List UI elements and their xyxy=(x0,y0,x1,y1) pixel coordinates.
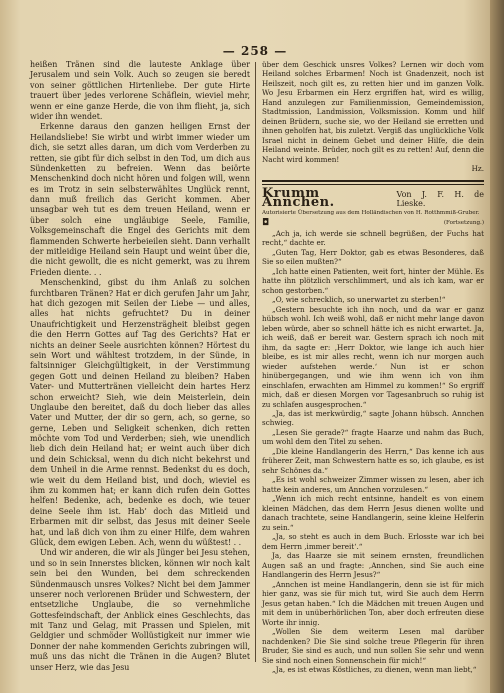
story-paragraph: „Ja, das ist merkwürdig,“ sagte Johann hübsch. Annchen schwieg. xyxy=(262,408,484,428)
story-heading xyxy=(262,185,484,211)
square-icon: ◘ xyxy=(262,217,270,228)
story-continuation-row xyxy=(262,219,484,227)
story-paragraph: „Ja, es ist etwas Köstliches, zu dienen, wenn man liebt,“ xyxy=(272,665,477,675)
left-paragraph: Erkenne daraus den ganzen heiligen Ernst der Heilandsliebe! Sie wirbt und wirbt immer wieder um dich, sie setzt alles daran, um dich vom Verderben zu retten, sie gibt für dich selbst in den Tod, um dich aus Sündenketten zu befreien. Wenn das beiörte Menschenkind doch nicht hören und folgen will, wenn es im Trotz in sein selbsterwähltes Unglück rennt, dann muß freilich das Gericht kommen. Aber unsagbar weh tut es dem treuen Heiland, wenn er über solch eine ungläubige Seele, Familie, Volksgemeinschaft die Engel des Gerichts mit dem flammenden Schwerte herbeieilen sieht. Dann verhallt der mitleidige Heiland sein Haupt und weint über die, die nicht gewollt, die es nicht gemerkt, was zu ihrem Frieden diente. . . xyxy=(30,122,250,277)
left-column xyxy=(30,60,250,673)
story-paragraph: „Gestern besuchte ich ihn noch, und da war er ganz hübsch wohl. Ich weiß wohl, daß er nicht mehr lange davon leben würde, aber so schnell hätte ich es nicht erwartet. Ja, ich weiß, daß er bereit war. Gestern sprach ich noch mit ihm, da sagte er: ,Herr Doktor, wie lange ich auch hier bleibe, es ist mir alles recht, wenn ich nur morgen auch wieder aufstehen werde.‘ Nun ist er schon hinübergegangen, und wie ihm wenn ich von ihm einschlafen, erwachten am Himmel zu kommen!“ So ergriff mich, daß er diesen Morgen vor Tagesanbruch so ruhig ist zu schlafen ausgesprochen.“ xyxy=(262,304,484,409)
story-paragraph: „Ach ja, ich werde sie schnell begrüßen, der Fuchs hat recht,“ dachte er. xyxy=(262,228,484,248)
story-author: Von J. F. H. de Lieske. xyxy=(396,189,484,209)
page-number: — 258 — xyxy=(222,44,288,58)
story-paragraph: „Es ist wohl schweizer Zimmer wissen zu lesen, aber ich hatte kein anderes, um Annchen vorzulesen.“ xyxy=(262,475,484,494)
page-binding-edge xyxy=(490,0,504,693)
left-paragraph: Und wir anderen, die wir als Jünger bei Jesu stehen, und so in sein Innerstes blicken, können wir noch kalt sein bei den Wunden, bei dem schreckenden Sündenmausch unsres Volkes? Nicht bei dem Jammer unserer noch verlorenen Brüder und Schwestern, der entsetzliche Unglaube, die so vernehmliche Gottesfeindschaft, der Anblick eines Geschlechts, das mit Tanz und Gelag, mit Prassen und Spielen, mit Geldgier und schmöder Wollüstigkeit nur immer wie Donner der nahe kommenden Gerichts zubringen will, muß uns das nicht die Tränen in die Augen? Blutet unser Herz, wie das Jesu xyxy=(30,548,250,672)
story-paragraph: Ja, das Haarze sie mit seinem ernsten, freundlichen Augen saß an und fragte: ,Annchen, sind Sie auch eine Handlangerin des Herrn Jesus?“ xyxy=(262,551,484,580)
story-top-rule-thin xyxy=(262,184,484,185)
right-intro-paragraph: über dem Geschick unsres Volkes? Lernen wir doch vom Heiland solches Erbarmen! Noch ist Gnadenzeit, noch ist Heilszeit, noch gilt es, zu retten hier und im ganzen Volk. Wo Jesu Erbarmen ein Herz ergriffen hat, wird es willig, Hand anzulegen zur Familienmission, Gemeindemission, Stadtmission, Landmission, Volksmission. Komm und hilf deinen Brüdern, suche sie, wo der Heiland sie erretten und ihnen geholfen hat, bis zuletzt. Vergiß das unglückliche Volk Israel nicht in deinem Gebet und deiner Hilfe, die dein Heiland weinte. Brüder, noch gilt es zu retten! Auf, denn die Nacht wird kommen! xyxy=(262,60,484,164)
story-paragraph: „Guten Tag, Herr Doktor, gab es etwas Besonderes, daß Sie so eilen mußten?“ xyxy=(262,247,484,267)
story-subtitle xyxy=(262,209,484,217)
story-translation-note: Autorisierte Übersetzung aus dem Holländischen von H. Rotthmmiß-Gruber. xyxy=(262,209,480,216)
left-paragraph: heißen Tränen sind die lauteste Anklage über Jerusalem und sein Volk. Auch so zeugen sie beredt von seiner göttlichen Hirtenliebe. Der gute Hirte trauert über jedes verlorene Schäflein, wieviel mehr, wenn er eine ganze Herde, die von ihm flieht, ja, sich wider ihn wendet. xyxy=(30,60,250,121)
story-body xyxy=(262,229,484,675)
story-paragraph: „Annchen ist meine Handlangerin, denn sie ist für mich hier ganz, was sie für mich tut, wird Sie auch dem Herrn Jesus getan haben.“ Ich die Mädchen mit treuen Augen und mit dem in unüberhörlichen Ton, aber doch erfreuten diese Worte ihr innig. xyxy=(262,579,484,627)
story-paragraph: „Ja, so steht es auch in dem Buch. Erlosste war ich bei dem Herrn ,immer bereit‘.“ xyxy=(262,532,484,551)
story-paragraph: „Lesen Sie gerade?“ fragte Haarze und nahm das Buch, um wohl dem den Titel zu sehen. xyxy=(262,427,484,447)
story-title: Krumm Annchen. xyxy=(262,185,335,211)
story-paragraph: „O, wie schrecklich, so unerwartet zu sterben!“ xyxy=(272,295,446,305)
story-top-rule xyxy=(262,180,484,182)
left-paragraph: Menschenkind, gibst du ihm Anlaß zu solchen furchtbaren Tränen? Hat er dich gerufen Jahr um Jahr, hat dich gezogen mit Seilen der Liebe — und alles, alles hat nichts gefruchtet? Du in deiner Unaufrichtigkeit und Herzensträgheit bleibst gegen die den Herrn Gottes auf Tag des Gerichts? Hat er nichts an deiner Seele ausrichten können? Hörtest du sein Wort und wähltest trotzdem, in der Sünde, in faltsinniger Gleichgültigkeit, in der Verstimmung gegen Gott und deinen Heiland zu bleiben? Haben Vater- und Muttertränen vielleicht dein hartes Herz schon erweicht? Sieh, wie dein Meisterlein, dein Unglaube den bereitet, daß du doch lieber das alles Vater und Mutter, der dir so gern, ach, so gerne, so gerne, Leben und Seligkeit schenken, dich retten möchte vom Tod und Verderben; sieh, wie unendlich lieb dich dein Heiland hat; er weint auch über dich und dein Schicksal, wenn du dich nicht bekehrst und dem Unheil in die Arme rennst. Bedenkst du es doch, wie weit du dem Heiland bist, und doch, wieviel es ihm zu kommen hat; er kann dich rufen dein Gottes helfen! Bedenke, ach, bedenke es doch, wie teuer deine Seele ihm ist. Hab’ doch das Mitleid und Erbarmen mit dir selbst, das Jesus mit deiner Seele hat, und laß dich von ihm zu einer Hilfe, dem wahren Glück, dem ewigen Leben. Ach, wenn du wüßtest! . . xyxy=(30,278,250,547)
article-signature: Hz. xyxy=(471,164,484,174)
right-column xyxy=(262,60,484,675)
story-paragraph: „Ich hatte einen Patienten, weit fort, hinter der Mühle. Es hatte ihn plötzlich verschlimmert, und als ich kam, war er schon gestorben.“ xyxy=(262,266,484,295)
story-continuation: (Fortsetzung.) xyxy=(443,219,484,226)
story-paragraph: „Wollen Sie dem weiterm Lesen mal darüber nachdenken? Die Sie sind solche treue Pflegerin für ihren Bruder, Sie sind es auch, und nun sollen Sie sehr und wenn Sie sind noch einen Sonnenschein für mich!“ xyxy=(262,627,484,665)
story-paragraph: „Die kleine Handlangerin des Herrn,“ Das kenne ich aus früherer Zeit, man Schwestern hatte es so, ich glaube, es ist sehr Schönes da.“ xyxy=(262,446,484,475)
story-paragraph: „Wenn ich mich recht entsinne, handelt es von einem kleinen Mädchen, das dem Herrn Jesus dienen wollte und danach trachtete, seine Handlangerin, seine kleine Helferin zu sein.“ xyxy=(262,494,484,532)
column-divider xyxy=(255,62,256,662)
